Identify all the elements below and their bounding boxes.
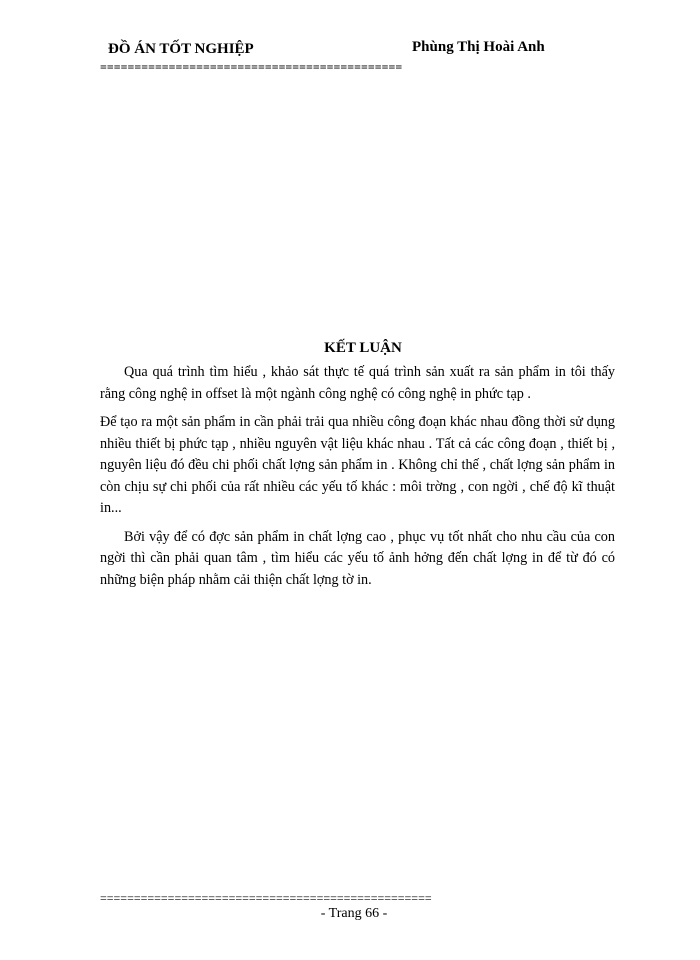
conclusion-body bbox=[100, 362, 615, 598]
page-number: - Trang 66 - bbox=[320, 906, 388, 921]
author-name: Phùng Thị Hoài Anh bbox=[412, 39, 545, 55]
paragraph-1: Qua quá trình tìm hiểu , khảo sát thực tế quá trình sản xuất ra sản phẩm in tôi thấy rằng công nghệ in offset là một ngành công nghệ có công nghệ in phức tạp . bbox=[100, 364, 615, 402]
section-title: KẾT LUẬN bbox=[324, 340, 402, 356]
document-title: ĐỒ ÁN TỐT NGHIỆP bbox=[108, 41, 254, 57]
header-divider: ============================================ bbox=[100, 60, 403, 74]
paragraph-2: Để tạo ra một sản phẩm in cần phải trải qua nhiều công đoạn khác nhau đồng thời sử dụng nhiều thiết bị phức tạp , nhiều nguyên vật liệu khác nhau . Tất cả các công đoạn , thiết bị , nguyên liệu đó đều chi phối chất lợng sản phẩm in . Không chỉ thế , chất lợng sản phẩm in còn chịu sự chi phối của rất nhiều các yếu tố khác : môi trờng , con ngời , chế độ kĩ thuật in... bbox=[100, 414, 615, 516]
paragraph-3: Bởi vậy để có đợc sản phẩm in chất lợng cao , phục vụ tốt nhất cho nhu cầu của con ngời thì cần phải quan tâm , tìm hiểu các yếu tố ảnh hởng đến chất lợng in để từ đó có những biện pháp nhằm cải thiện chất lợng tờ in. bbox=[100, 528, 615, 588]
footer-divider: ================================================= bbox=[100, 891, 432, 905]
